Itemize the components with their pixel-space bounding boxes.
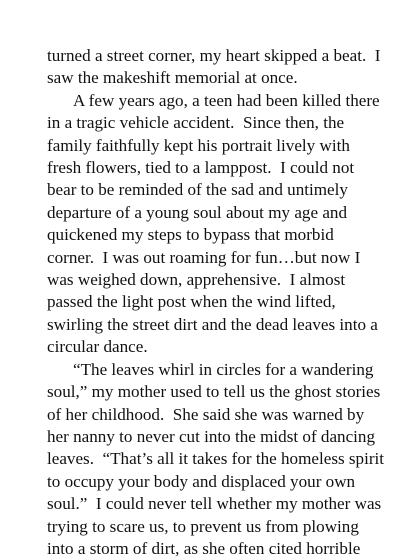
text-line: in a tragic vehicle accident. Since then, the [47,113,345,133]
text-line: to occupy your body and displaced your own [47,471,356,491]
text-line: swirling the street dirt and the dead leaves into a [47,314,378,334]
text-line: trying to scare us, to prevent us from plowing [47,516,359,536]
text-line: quickened my steps to bypass that morbid [47,225,334,245]
text-line: circular dance. [47,337,148,357]
text-line: fresh flowers, tied to a lamppost. I could not [47,158,355,178]
text-line: departure of a young soul about my age and [47,202,348,222]
text-line: of her childhood. She said she was warned by [47,404,365,424]
text-line: family faithfully kept his portrait lively with [47,135,350,155]
body-text [47,45,420,560]
text-line: turned a street corner, my heart skipped a beat. I [47,46,381,65]
text-line: bear to be reminded of the sad and untimely [47,180,348,200]
text-line: A few years ago, a teen had been killed there [73,90,380,110]
text-line: soul.” I could never tell whether my mother was [47,494,382,514]
text-line: saw the makeshift memorial at once. [47,68,298,88]
text-line: into a storm of dirt, as she often cited horrible [47,538,361,558]
text-line: her nanny to never cut into the midst of dancing [47,426,376,446]
text-line: leaves. “That’s all it takes for the homeless spirit [47,449,385,469]
text-line: was weighed down, apprehensive. I almost [47,270,346,290]
text-line: “The leaves whirl in circles for a wandering [73,359,374,379]
text-line: passed the light post when the wind lifted, [47,292,336,312]
text-line: soul,” my mother used to tell us the ghost stories [47,382,381,402]
text-line: corner. I was out roaming for fun…but now I [47,247,361,267]
